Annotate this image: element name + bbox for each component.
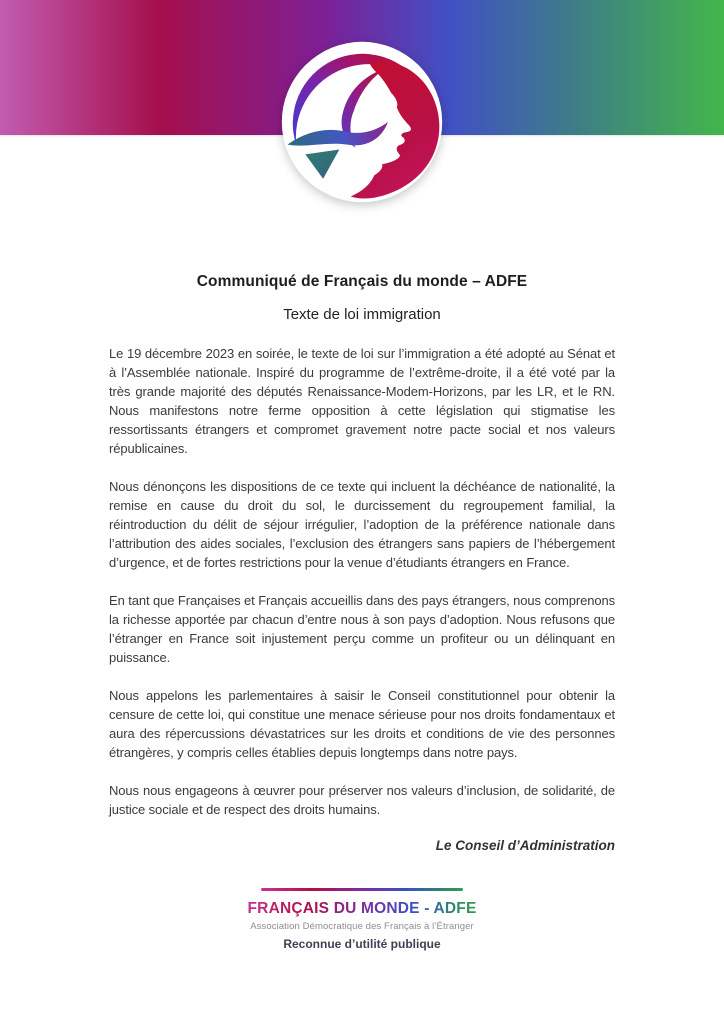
paragraph-5: Nous nous engageons à œuvrer pour préserver nos valeurs d’inclusion, de solidarité, de justice sociale et de respect des droits humains.: [109, 783, 615, 817]
footer-org-name: FRANÇAIS DU MONDE - ADFE: [247, 900, 477, 917]
paragraph-2: Nous dénonçons les dispositions de ce texte qui incluent la déchéance de nationalité, la remise en cause du droit du sol, le durcissement du regroupement familial, la réintroduction du délit de séjour irrégulier, l’adoption de la préférence nationale dans l’attribution des aides sociales, l’exclusion des étrangers sans papiers de l’hébergement d’urgence, et de fortes restrictions pour la venue d’étudiants étrangers en France.: [109, 479, 615, 570]
signature: Le Conseil d’Administration: [435, 838, 615, 853]
footer-org-subtitle: Association Démocratique des Français à l’Étranger: [250, 921, 474, 932]
page-title: Communiqué de Français du monde – ADFE: [196, 273, 528, 290]
paragraph-3: En tant que Françaises et Français accueillis dans des pays étrangers, nous comprenons la richesse apportée par chacun d’entre nous à son pays d’adoption. Nous refusons que l’étranger en France soit injustement perçu comme un profiteur ou un délinquant en puissance.: [109, 593, 615, 665]
marianne-logo: [281, 41, 443, 203]
footer-gradient-divider: [261, 888, 463, 891]
paragraph-4: Nous appelons les parlementaires à saisir le Conseil constitutionnel pour obtenir la censure de cette loi, qui constitue une menace sérieuse pour nos droits fondamentaux et aura des répercussions dévastatrices sur les droits et conditions de vie des personnes étrangères, y compris celles établies depuis longtemps dans notre pays.: [109, 688, 615, 760]
marianne-logo-icon: [281, 41, 443, 203]
footer-org-status: Reconnue d’utilité publique: [283, 937, 441, 951]
footer: [0, 888, 724, 951]
paragraph-1: Le 19 décembre 2023 en soirée, le texte de loi sur l’immigration a été adopté au Sénat et à l’Assemblée nationale. Inspiré du programme de l’extrême-droite, il a été voté par la très grande majorité des députés Renaissance-Modem-Horizons, par les LR, et le RN. Nous manifestons notre ferme opposition à cette législation qui stigmatise les ressortissants étrangers et compromet gravement notre pacte social et nos valeurs républicaines.: [109, 346, 615, 456]
document-body: [109, 344, 615, 853]
page-subtitle: Texte de loi immigration: [283, 306, 441, 323]
